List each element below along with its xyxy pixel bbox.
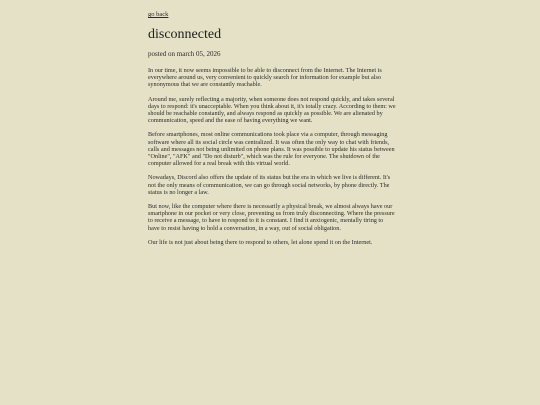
post-paragraph: In our time, it now seems impossible to be able to disconnect from the Internet. The Internet is everywhere around us, very convenient to quickly search for information for example but also synonymous that we are constantly reachable. xyxy=(148,67,382,89)
page-container xyxy=(148,3,396,253)
post-date: posted on march 05, 2026 xyxy=(148,50,221,58)
post-paragraph: Before smartphones, most online communications took place via a computer, through messaging software where all its social circle was centralized. It was often the only way to chat with friends, calls and messages not being unlimited on phone plans. It was possible to update his status between "Online", "AFK" and "Do not disturb", which was the rule for everyone. The shutdown of the computer allowed for a real break with this virtual world. xyxy=(148,131,395,168)
go-back-link[interactable]: go back xyxy=(148,11,169,18)
post-body xyxy=(148,67,396,246)
post-paragraph: Nowadays, Discord also offers the update of its status but the era in which we live is different. It's not the only means of communication, we can go through social networks, by phone directly. The status is no longer a law. xyxy=(148,174,391,196)
post-title: disconnected xyxy=(148,27,222,42)
post-paragraph: Around me, surely reflecting a majority, when someone does not respond quickly, and takes several days to respond: it's unacceptable. When you think about it, it's totally crazy. According to them: we should be reachable constantly, and always respond as quickly as possible. We are alienated by communication, speed and the ease of having everything we want. xyxy=(148,95,396,125)
post-paragraph: Our life is not just about being there to respond to others, let alone spend it on the Internet. xyxy=(148,238,373,246)
post-paragraph: But now, like the computer where there is necessarily a physical break, we almost always have our smartphone in our pocket or very close, preventing us from truly disconnecting. Where the pressure to receive a message, to have to respond to it is constant. I find it anxiogenic, mentally tiring to have to resist having to hold a conversation, in a way, out of social obligation. xyxy=(148,203,395,232)
